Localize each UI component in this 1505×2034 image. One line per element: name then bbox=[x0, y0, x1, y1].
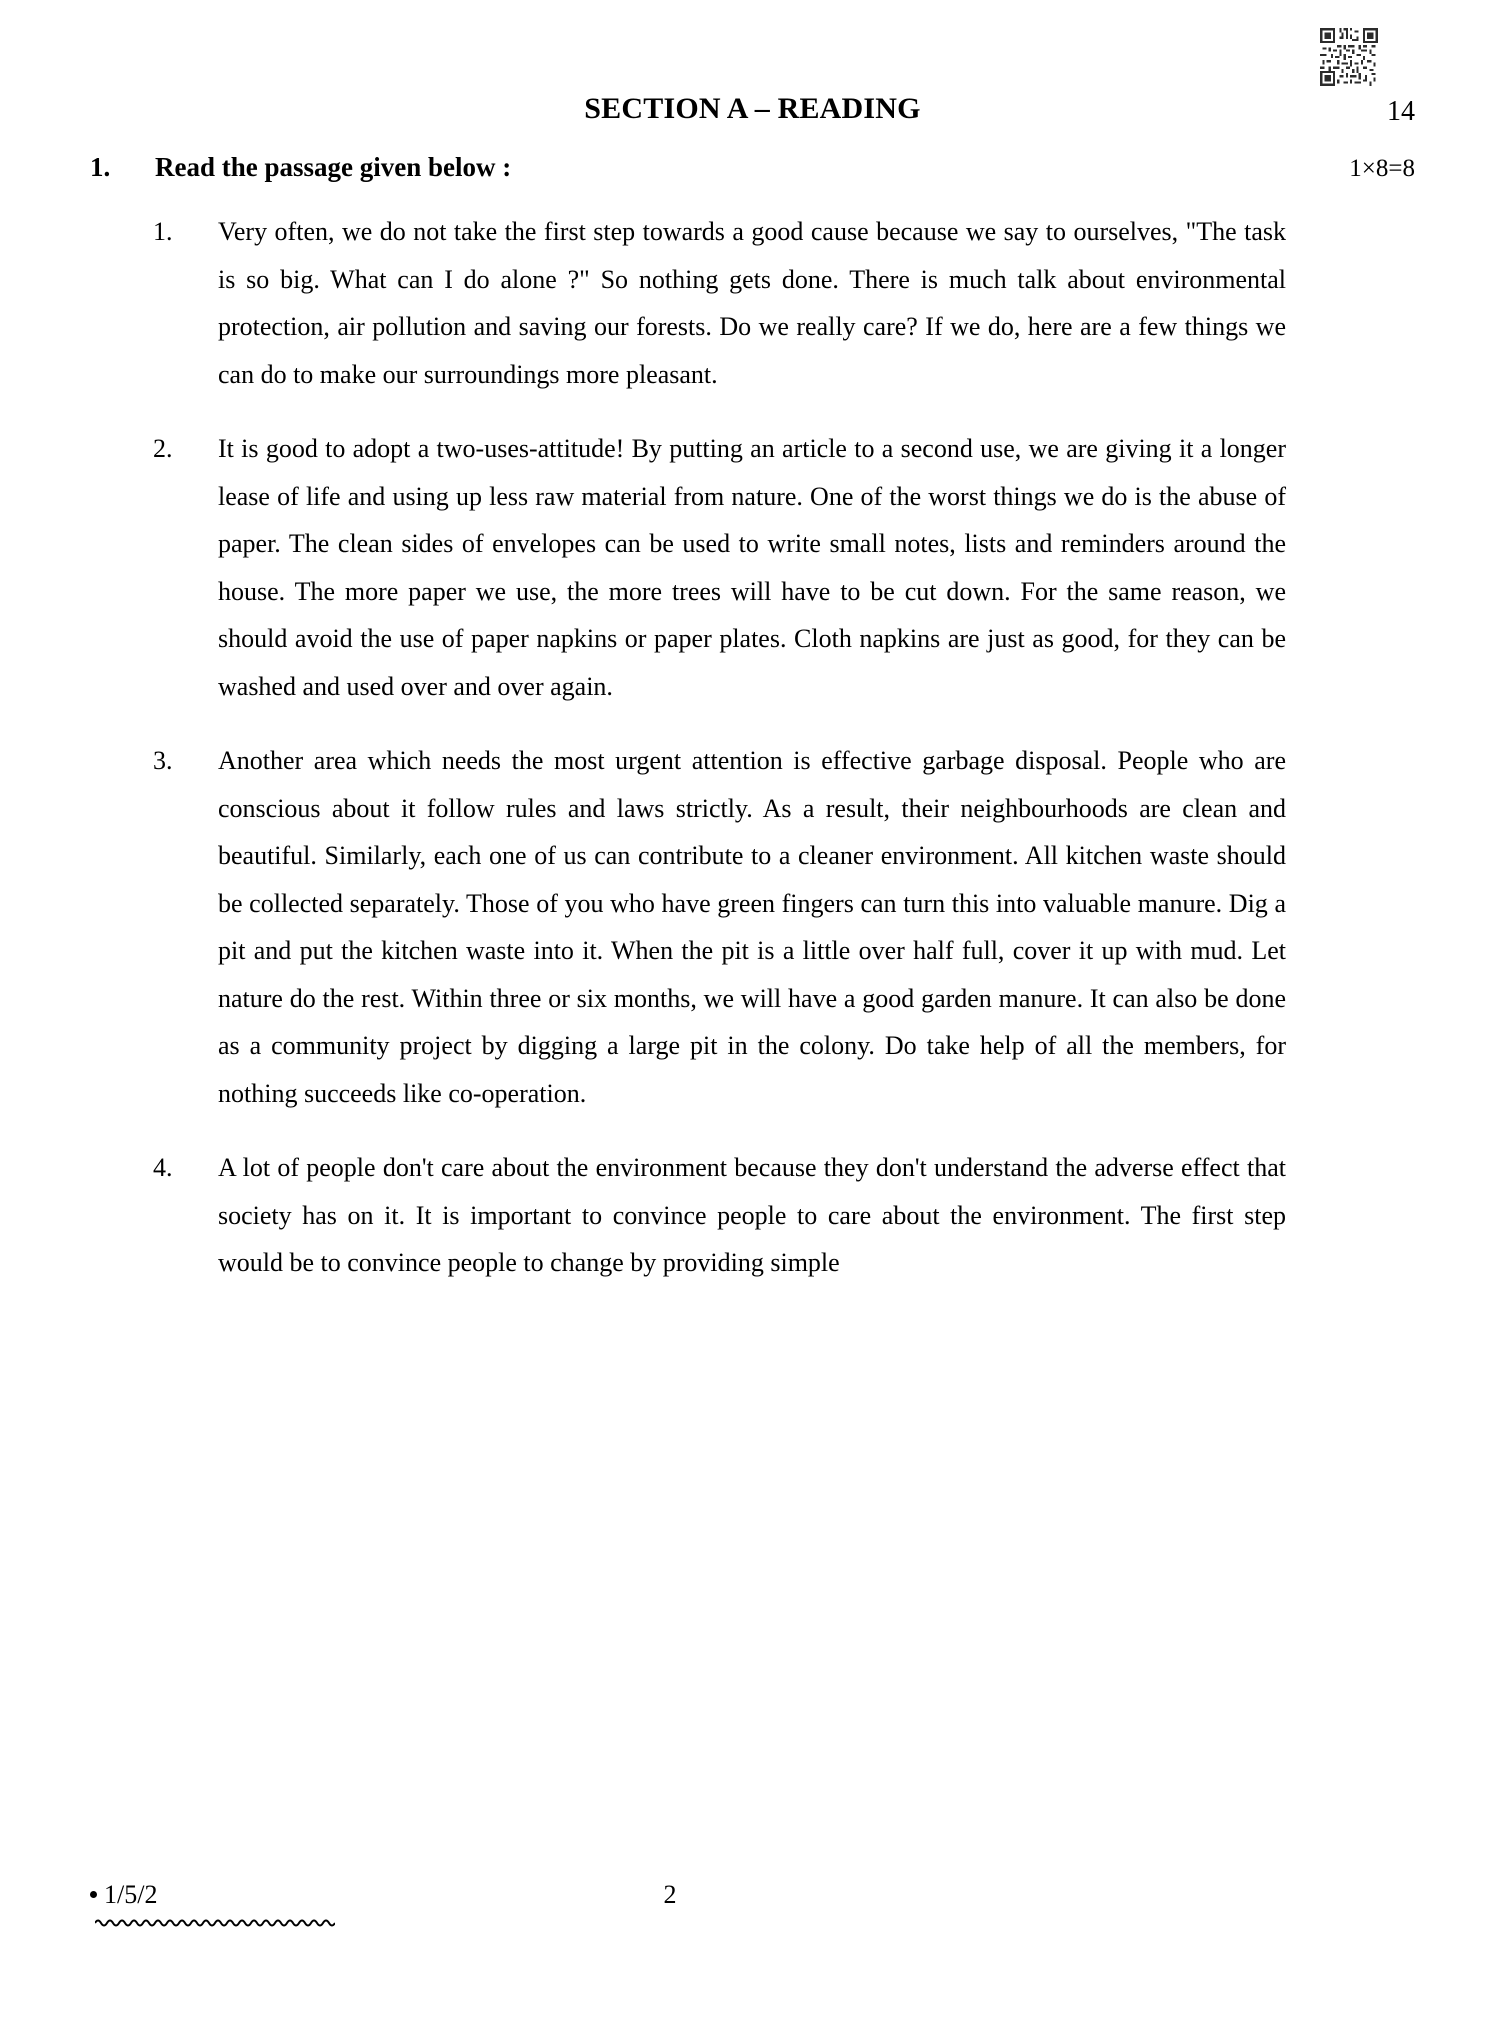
passage-paragraph bbox=[148, 1144, 1286, 1287]
paragraph-text: A lot of people don't care about the environment because they don't understand the adverse effect that society has on it. It is important to convince people to care about the environment. The first step would be to convince people to change by providing simple bbox=[218, 1153, 1286, 1277]
paragraph-number: 1. bbox=[153, 217, 173, 246]
paper-code-label: 1/5/2 bbox=[104, 1880, 158, 1909]
question-number: 1. bbox=[90, 152, 111, 182]
passage-paragraph bbox=[148, 425, 1286, 710]
paragraph-text: Very often, we do not take the first step towards a good cause because we say to ourselves, "The task is so big. What can I do alone ?" So nothing gets done. There is much talk about environmental protection, air pollution and saving our forests. Do we really care? If we do, here are a few things we can do to make our surroundings more pleasant. bbox=[218, 217, 1286, 389]
qr-code-icon bbox=[1318, 26, 1380, 88]
paragraph-text: Another area which needs the most urgent attention is effective garbage disposal. People who are conscious about it follow rules and laws strictly. As a result, their neighbourhoods are clean and beautiful. Similarly, each one of us can contribute to a cleaner environment. All kitchen waste should be collected separately. Those of you who have green fingers can turn this into valuable manure. Dig a pit and put the kitchen waste into it. When the pit is a little over half full, cover it up with mud. Let nature do the rest. Within three or six months, we will have a good garden manure. It can also be done as a community project by digging a large pit in the colony. Do take help of all the members, for nothing succeeds like co-operation. bbox=[218, 746, 1286, 1108]
question-header-row bbox=[90, 152, 1415, 196]
squiggle-underline-icon bbox=[95, 1918, 335, 1930]
question-marks: 1×8=8 bbox=[1349, 155, 1415, 182]
question-prompt: Read the passage given below : bbox=[155, 152, 512, 182]
paragraph-text: It is good to adopt a two-uses-attitude! By putting an article to a second use, we are giving it a longer lease of life and using up less raw material from nature. One of the worst things we do is the abuse of paper. The clean sides of envelopes can be used to write small notes, lists and reminders around the house. The more paper we use, the more trees will have to be cut down. For the same reason, we should avoid the use of paper napkins or paper plates. Cloth napkins are just as good, for they can be washed and used over and over again. bbox=[218, 434, 1286, 701]
paragraph-number: 2. bbox=[153, 434, 173, 463]
paragraph-number: 3. bbox=[153, 746, 173, 775]
page-header bbox=[90, 92, 1415, 136]
page-footer bbox=[90, 1880, 1415, 1950]
page-number: 2 bbox=[663, 1880, 677, 1909]
passage-paragraph bbox=[148, 208, 1286, 398]
passage-paragraph bbox=[148, 737, 1286, 1117]
section-marks-total: 14 bbox=[1387, 96, 1415, 127]
paragraph-number: 4. bbox=[153, 1153, 173, 1182]
reading-passage bbox=[148, 208, 1286, 1287]
section-title: SECTION A – READING bbox=[584, 92, 921, 125]
